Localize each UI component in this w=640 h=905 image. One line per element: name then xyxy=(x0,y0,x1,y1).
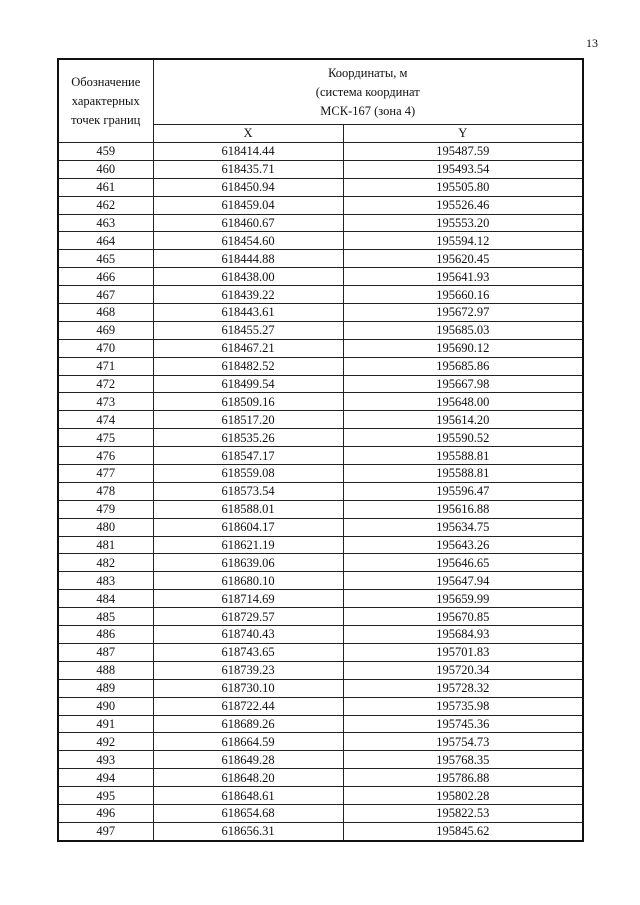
x-coordinate-cell: 618454.60 xyxy=(153,232,343,250)
table-row xyxy=(58,715,583,733)
point-number-cell: 462 xyxy=(58,196,153,214)
point-number-cell: 491 xyxy=(58,715,153,733)
y-coordinate-cell: 195620.45 xyxy=(343,250,583,268)
table-row xyxy=(58,393,583,411)
point-number-cell: 485 xyxy=(58,608,153,626)
x-coordinate-cell: 618559.08 xyxy=(153,465,343,483)
table-row xyxy=(58,804,583,822)
table-row xyxy=(58,447,583,465)
table-row xyxy=(58,769,583,787)
y-coordinate-cell: 195822.53 xyxy=(343,804,583,822)
table-row xyxy=(58,626,583,644)
y-coordinate-cell: 195590.52 xyxy=(343,429,583,447)
point-number-cell: 465 xyxy=(58,250,153,268)
y-coordinate-cell: 195660.16 xyxy=(343,286,583,304)
y-coordinate-cell: 195728.32 xyxy=(343,679,583,697)
x-coordinate-cell: 618743.65 xyxy=(153,643,343,661)
x-coordinate-cell: 618648.61 xyxy=(153,787,343,805)
table-row xyxy=(58,482,583,500)
point-number-cell: 484 xyxy=(58,590,153,608)
x-coordinate-cell: 618740.43 xyxy=(153,626,343,644)
table-row xyxy=(58,214,583,232)
point-number-cell: 493 xyxy=(58,751,153,769)
point-number-cell: 476 xyxy=(58,447,153,465)
table-row xyxy=(58,160,583,178)
table-row xyxy=(58,822,583,840)
x-coordinate-cell: 618455.27 xyxy=(153,321,343,339)
point-number-cell: 466 xyxy=(58,268,153,286)
point-number-cell: 487 xyxy=(58,643,153,661)
y-coordinate-cell: 195487.59 xyxy=(343,143,583,161)
x-coordinate-cell: 618439.22 xyxy=(153,286,343,304)
point-number-cell: 464 xyxy=(58,232,153,250)
y-coordinate-cell: 195614.20 xyxy=(343,411,583,429)
y-coordinate-cell: 195690.12 xyxy=(343,339,583,357)
y-coordinate-cell: 195641.93 xyxy=(343,268,583,286)
x-coordinate-cell: 618499.54 xyxy=(153,375,343,393)
x-coordinate-cell: 618450.94 xyxy=(153,178,343,196)
x-coordinate-cell: 618714.69 xyxy=(153,590,343,608)
x-coordinate-cell: 618535.26 xyxy=(153,429,343,447)
y-coordinate-cell: 195648.00 xyxy=(343,393,583,411)
y-coordinate-cell: 195594.12 xyxy=(343,232,583,250)
header-point-label-line: Обозначение xyxy=(71,74,141,89)
x-coordinate-cell: 618639.06 xyxy=(153,554,343,572)
x-coordinate-cell: 618588.01 xyxy=(153,500,343,518)
table-row xyxy=(58,339,583,357)
y-coordinate-cell: 195745.36 xyxy=(343,715,583,733)
point-number-cell: 475 xyxy=(58,429,153,447)
point-number-cell: 477 xyxy=(58,465,153,483)
y-coordinate-cell: 195526.46 xyxy=(343,196,583,214)
table-row xyxy=(58,643,583,661)
table-row xyxy=(58,321,583,339)
header-coordinates-line: МСК-167 (зона 4) xyxy=(320,103,416,118)
point-number-cell: 469 xyxy=(58,321,153,339)
y-coordinate-cell: 195588.81 xyxy=(343,465,583,483)
point-number-cell: 489 xyxy=(58,679,153,697)
y-coordinate-cell: 195505.80 xyxy=(343,178,583,196)
y-coordinate-cell: 195634.75 xyxy=(343,518,583,536)
table-row xyxy=(58,733,583,751)
y-coordinate-cell: 195735.98 xyxy=(343,697,583,715)
point-number-cell: 479 xyxy=(58,500,153,518)
table-header xyxy=(58,59,583,143)
x-coordinate-cell: 618656.31 xyxy=(153,822,343,840)
point-number-cell: 470 xyxy=(58,339,153,357)
header-coordinates-line: (система координат xyxy=(315,84,420,99)
point-number-cell: 495 xyxy=(58,787,153,805)
point-number-cell: 474 xyxy=(58,411,153,429)
y-coordinate-cell: 195667.98 xyxy=(343,375,583,393)
x-coordinate-cell: 618739.23 xyxy=(153,661,343,679)
table-body xyxy=(58,143,583,841)
y-coordinate-cell: 195845.62 xyxy=(343,822,583,840)
y-coordinate-cell: 195553.20 xyxy=(343,214,583,232)
point-number-cell: 460 xyxy=(58,160,153,178)
x-coordinate-cell: 618482.52 xyxy=(153,357,343,375)
point-number-cell: 459 xyxy=(58,143,153,161)
table-row xyxy=(58,787,583,805)
table-row xyxy=(58,375,583,393)
table-row xyxy=(58,751,583,769)
x-coordinate-cell: 618664.59 xyxy=(153,733,343,751)
point-number-cell: 481 xyxy=(58,536,153,554)
header-x: X xyxy=(153,125,343,143)
table-row xyxy=(58,268,583,286)
table-row xyxy=(58,143,583,161)
table-row xyxy=(58,679,583,697)
table-row xyxy=(58,661,583,679)
point-number-cell: 467 xyxy=(58,286,153,304)
table-row xyxy=(58,500,583,518)
table-row xyxy=(58,286,583,304)
y-coordinate-cell: 195616.88 xyxy=(343,500,583,518)
x-coordinate-cell: 618722.44 xyxy=(153,697,343,715)
x-coordinate-cell: 618443.61 xyxy=(153,304,343,322)
header-point-label-line: характерных xyxy=(71,93,140,108)
point-number-cell: 480 xyxy=(58,518,153,536)
y-coordinate-cell: 195588.81 xyxy=(343,447,583,465)
table-row xyxy=(58,465,583,483)
x-coordinate-cell: 618509.16 xyxy=(153,393,343,411)
coordinates-table xyxy=(57,58,584,842)
y-coordinate-cell: 195659.99 xyxy=(343,590,583,608)
y-coordinate-cell: 195647.94 xyxy=(343,572,583,590)
y-coordinate-cell: 195802.28 xyxy=(343,787,583,805)
x-coordinate-cell: 618730.10 xyxy=(153,679,343,697)
y-coordinate-cell: 195596.47 xyxy=(343,482,583,500)
x-coordinate-cell: 618573.54 xyxy=(153,482,343,500)
y-coordinate-cell: 195701.83 xyxy=(343,643,583,661)
point-number-cell: 492 xyxy=(58,733,153,751)
x-coordinate-cell: 618729.57 xyxy=(153,608,343,626)
point-number-cell: 461 xyxy=(58,178,153,196)
table-row xyxy=(58,608,583,626)
x-coordinate-cell: 618459.04 xyxy=(153,196,343,214)
y-coordinate-cell: 195685.86 xyxy=(343,357,583,375)
header-coordinates xyxy=(153,59,583,125)
x-coordinate-cell: 618680.10 xyxy=(153,572,343,590)
y-coordinate-cell: 195493.54 xyxy=(343,160,583,178)
table-row xyxy=(58,536,583,554)
x-coordinate-cell: 618435.71 xyxy=(153,160,343,178)
point-number-cell: 468 xyxy=(58,304,153,322)
table-row xyxy=(58,554,583,572)
table-row xyxy=(58,232,583,250)
x-coordinate-cell: 618444.88 xyxy=(153,250,343,268)
x-coordinate-cell: 618517.20 xyxy=(153,411,343,429)
page-number: 13 xyxy=(586,36,598,50)
point-number-cell: 482 xyxy=(58,554,153,572)
x-coordinate-cell: 618621.19 xyxy=(153,536,343,554)
point-number-cell: 490 xyxy=(58,697,153,715)
table-row xyxy=(58,250,583,268)
x-coordinate-cell: 618649.28 xyxy=(153,751,343,769)
y-coordinate-cell: 195646.65 xyxy=(343,554,583,572)
table-row xyxy=(58,572,583,590)
table-row xyxy=(58,518,583,536)
table-row xyxy=(58,697,583,715)
header-point-label-line: точек границ xyxy=(71,112,141,127)
y-coordinate-cell: 195754.73 xyxy=(343,733,583,751)
table-row xyxy=(58,178,583,196)
x-coordinate-cell: 618547.17 xyxy=(153,447,343,465)
table-row xyxy=(58,590,583,608)
x-coordinate-cell: 618689.26 xyxy=(153,715,343,733)
table-row xyxy=(58,304,583,322)
x-coordinate-cell: 618604.17 xyxy=(153,518,343,536)
x-coordinate-cell: 618414.44 xyxy=(153,143,343,161)
x-coordinate-cell: 618467.21 xyxy=(153,339,343,357)
point-number-cell: 473 xyxy=(58,393,153,411)
x-coordinate-cell: 618654.68 xyxy=(153,804,343,822)
point-number-cell: 483 xyxy=(58,572,153,590)
point-number-cell: 486 xyxy=(58,626,153,644)
table-row xyxy=(58,357,583,375)
y-coordinate-cell: 195643.26 xyxy=(343,536,583,554)
header-point-label xyxy=(58,59,153,143)
x-coordinate-cell: 618648.20 xyxy=(153,769,343,787)
point-number-cell: 494 xyxy=(58,769,153,787)
x-coordinate-cell: 618460.67 xyxy=(153,214,343,232)
y-coordinate-cell: 195670.85 xyxy=(343,608,583,626)
table-row xyxy=(58,429,583,447)
header-y: Y xyxy=(343,125,583,143)
y-coordinate-cell: 195672.97 xyxy=(343,304,583,322)
y-coordinate-cell: 195768.35 xyxy=(343,751,583,769)
point-number-cell: 471 xyxy=(58,357,153,375)
point-number-cell: 463 xyxy=(58,214,153,232)
table-row xyxy=(58,411,583,429)
x-coordinate-cell: 618438.00 xyxy=(153,268,343,286)
y-coordinate-cell: 195786.88 xyxy=(343,769,583,787)
point-number-cell: 472 xyxy=(58,375,153,393)
table-row xyxy=(58,196,583,214)
y-coordinate-cell: 195684.93 xyxy=(343,626,583,644)
point-number-cell: 497 xyxy=(58,822,153,840)
header-coordinates-line: Координаты, м xyxy=(328,65,408,80)
point-number-cell: 496 xyxy=(58,804,153,822)
y-coordinate-cell: 195720.34 xyxy=(343,661,583,679)
point-number-cell: 488 xyxy=(58,661,153,679)
y-coordinate-cell: 195685.03 xyxy=(343,321,583,339)
point-number-cell: 478 xyxy=(58,482,153,500)
